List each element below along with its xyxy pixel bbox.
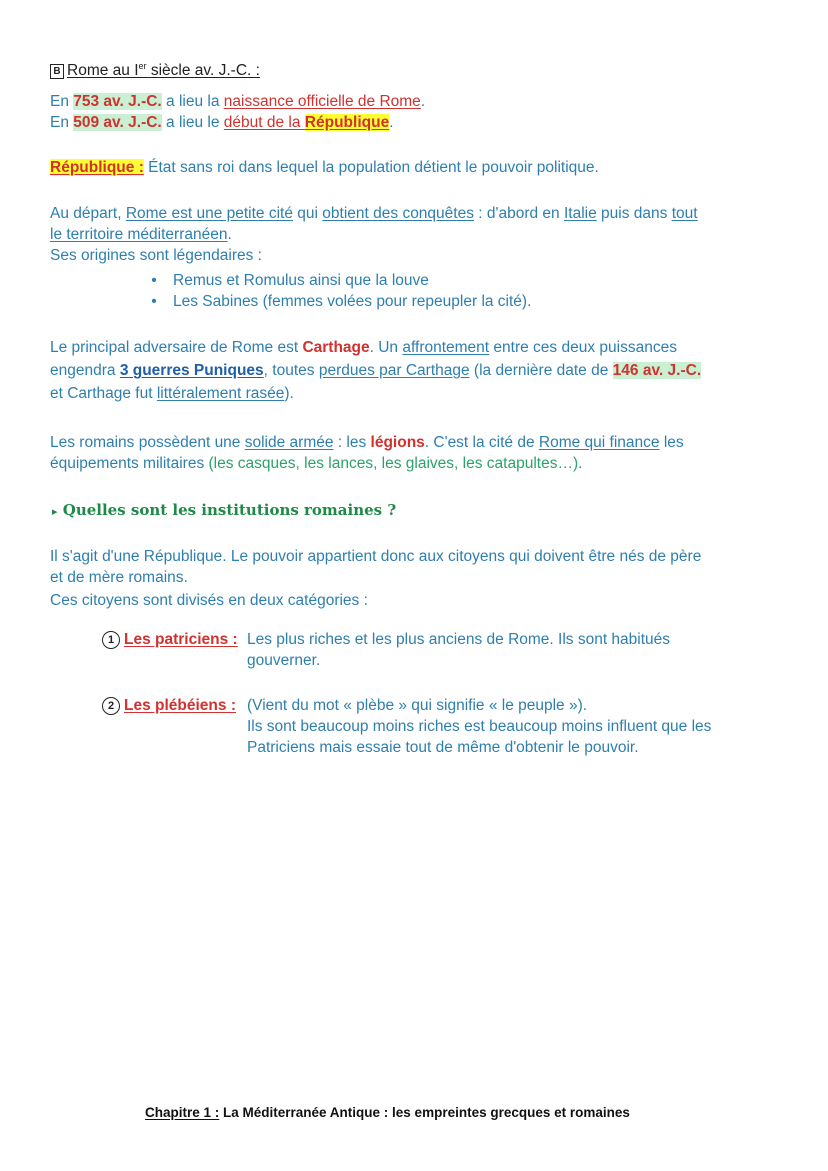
origins-paragraph-line1: Au départ, Rome est une petite cité qui obtient des conquêtes : d'abord en Italie puis dans tout [50, 205, 698, 222]
event-naissance: naissance officielle de Rome [223, 93, 421, 110]
army-line2: équipements militaires (les casques, les lances, les glaives, les catapultes…). [50, 455, 583, 472]
category-patriciens: 1 Les patriciens : Les plus riches et les plus anciens de Rome. Ils sont habitués gouverner. [102, 630, 244, 651]
category-plebeiens: 2 Les plébéiens : (Vient du mot « plèbe » qui signifie « le peuple »). Ils sont beaucoup moins riches est beaucoup moins influent que les Patriciens mais essaie tout de même d'obtenir le pouvoir. [102, 696, 244, 717]
circled-number-2-icon: 2 [102, 697, 120, 715]
definition-republique [50, 158, 599, 179]
institutions-question-heading: ▸ Quelles sont les institutions romaines ? [52, 501, 397, 519]
date-509: 509 av. J.-C. [73, 114, 162, 131]
army-line1: Les romains possèdent une solide armée : les légions. C'est la cité de Rome qui finance les [50, 434, 684, 451]
list-item: • Les Sabines (femmes volées pour repeupler la cité). [148, 292, 531, 313]
date-line-republique: En 509 av. J.-C. a lieu le début de la République. [50, 114, 394, 131]
origins-bullet-list [148, 271, 531, 312]
section-marker-icon: B [50, 64, 64, 79]
section-title [50, 56, 260, 81]
carthage-line2: engendra 3 guerres Puniques, toutes perdues par Carthage (la dernière date de 146 av. J.-C. [50, 362, 702, 379]
event-debut: début de la République [223, 114, 390, 131]
carthage-line1: Le principal adversaire de Rome est Carthage. Un affrontement entre ces deux puissances [50, 339, 677, 356]
date-146: 146 av. J.-C. [612, 362, 702, 379]
date-line-rome: En 753 av. J.-C. a lieu la naissance officielle de Rome. [50, 93, 426, 110]
guerres-puniques: 3 guerres Puniques [119, 362, 264, 379]
institutions-line3: Ces citoyens sont divisés en deux catégories : [50, 592, 368, 609]
bullet-icon: • [151, 292, 157, 310]
institutions-line1: Il s'agit d'une République. Le pouvoir appartient donc aux citoyens qui doivent être nés de père [50, 548, 702, 565]
institutions-line2: et de mère romains. [50, 569, 188, 586]
origins-paragraph-line2: le territoire méditerranéen. [50, 226, 232, 243]
definition-term: République : [50, 159, 144, 176]
circled-number-1-icon: 1 [102, 631, 120, 649]
date-753: 753 av. J.-C. [73, 93, 162, 110]
bullet-icon: • [151, 272, 157, 289]
carthage-line3: et Carthage fut littéralement rasée). [50, 385, 294, 402]
origins-intro: Ses origines sont légendaires : [50, 247, 262, 264]
section-title-text: Rome au Ier siècle av. J.-C. : [67, 61, 260, 80]
definition-text: État sans roi dans lequel la population détient le pouvoir politique. [143, 159, 599, 176]
list-item: • Remus et Romulus ainsi que la louve [148, 271, 531, 292]
arrow-icon: ▸ [52, 505, 58, 518]
page-footer: Chapitre 1 : La Méditerranée Antique : les empreintes grecques et romaines [145, 1105, 630, 1120]
